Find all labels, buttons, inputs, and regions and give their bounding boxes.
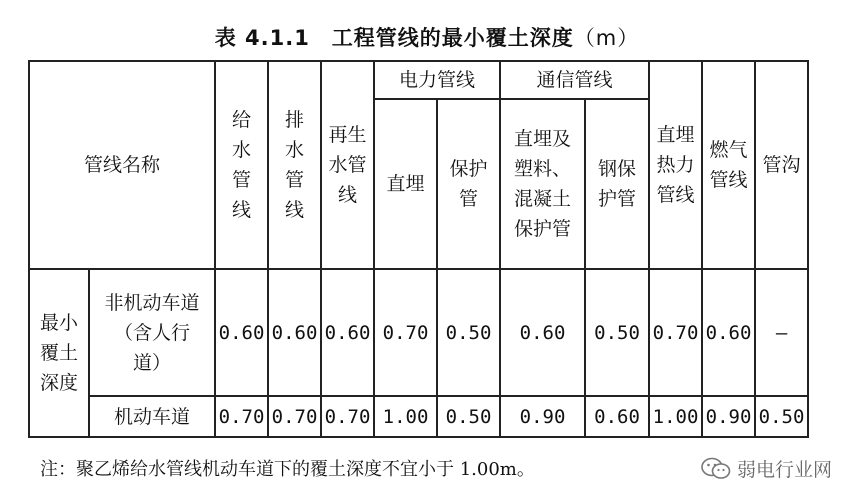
cell-non-motor-heat: 0.70 (649, 269, 702, 396)
header-telecom: 通信管线 (500, 61, 649, 99)
cell-non-motor-drainage: 0.60 (268, 269, 321, 396)
row-label-non-motor: 非机动车道（含人行道） (89, 269, 215, 396)
table-row (29, 396, 808, 437)
header-trench: 管沟 (755, 61, 808, 269)
cell-non-motor-gas: 0.60 (702, 269, 755, 396)
cell-motor-telecom-direct: 0.90 (500, 396, 585, 437)
cell-non-motor-trench: — (755, 269, 808, 396)
cell-non-motor-telecom-steel: 0.50 (585, 269, 649, 396)
cell-non-motor-reclaimed-water: 0.60 (321, 269, 374, 396)
cover-depth-table (28, 60, 809, 438)
header-power-protect: 保护管 (437, 99, 500, 269)
header-water-supply: 给水管线 (215, 61, 268, 269)
cell-motor-telecom-steel: 0.60 (585, 396, 649, 437)
row-label-motor: 机动车道 (89, 396, 215, 437)
cell-motor-gas: 0.90 (702, 396, 755, 437)
header-power: 电力管线 (374, 61, 500, 99)
cell-motor-trench: 0.50 (755, 396, 808, 437)
watermark-text: 弱电行业网 (736, 459, 832, 481)
table-title-main: 表 4.1.1 工程管线的最小覆土深度 (214, 26, 574, 50)
cell-non-motor-telecom-direct: 0.60 (500, 269, 585, 396)
cell-motor-heat: 1.00 (649, 396, 702, 437)
header-telecom-direct: 直埋及塑料、混凝土保护管 (500, 99, 585, 269)
cell-motor-power-protect: 0.50 (437, 396, 500, 437)
cell-motor-power-direct: 1.00 (374, 396, 437, 437)
table-note: 注：聚乙烯给水管线机动车道下的覆土深度不宜小于 1.00m。 (40, 459, 535, 480)
header-power-direct: 直埋 (374, 99, 437, 269)
cell-motor-drainage: 0.70 (268, 396, 321, 437)
header-pipe-name: 管线名称 (29, 61, 215, 269)
cell-non-motor-power-direct: 0.70 (374, 269, 437, 396)
table-title (0, 22, 854, 52)
header-telecom-steel: 钢保护管 (585, 99, 649, 269)
row-group-label: 最小覆土深度 (29, 269, 89, 437)
table-title-unit: （m） (573, 26, 640, 50)
table-row (29, 269, 808, 396)
header-drainage: 排水管线 (268, 61, 321, 269)
header-gas: 燃气管线 (702, 61, 755, 269)
cell-non-motor-water-supply: 0.60 (215, 269, 268, 396)
cell-non-motor-power-protect: 0.50 (437, 269, 500, 396)
cell-motor-reclaimed-water: 0.70 (321, 396, 374, 437)
header-reclaimed-water: 再生水管线 (321, 61, 374, 269)
cell-motor-water-supply: 0.70 (215, 396, 268, 437)
header-heat: 直埋热力管线 (649, 61, 702, 269)
wechat-icon (701, 457, 731, 481)
header-row-1 (29, 61, 808, 99)
watermark (701, 455, 832, 482)
